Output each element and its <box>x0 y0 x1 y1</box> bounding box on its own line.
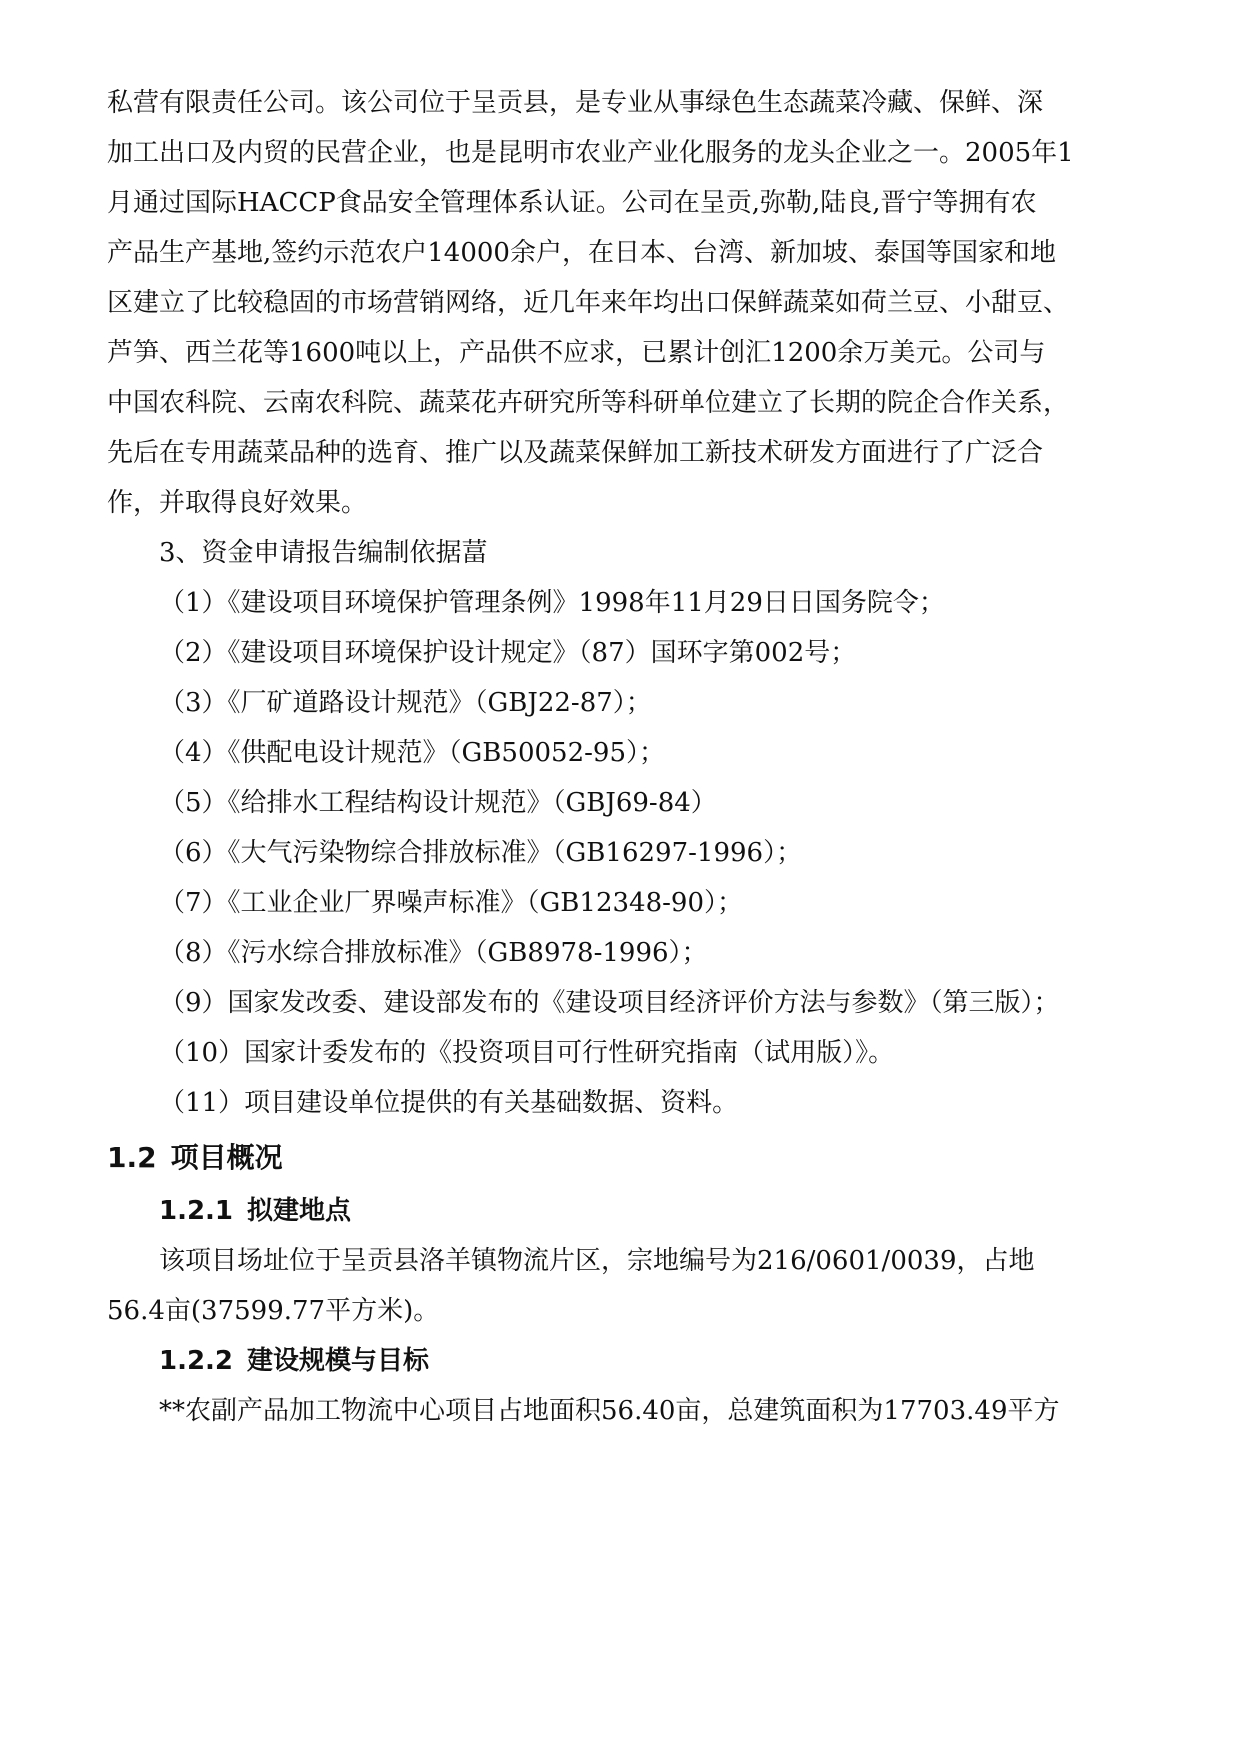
paragraph-line: 月通过国际HACCP食品安全管理体系认证。公司在呈贡,弥勒,陆良,晋宁等拥有农 <box>107 188 1037 218</box>
document-page <box>107 78 1157 1436</box>
site-paragraph <box>107 1236 1157 1336</box>
subsection-title: 拟建地点 <box>247 1196 352 1226</box>
section-number: 1.2 <box>107 1141 157 1174</box>
subsection-heading-1-2-2 <box>107 1336 1157 1386</box>
list-item: （3）《厂矿道路设计规范》（GBJ22-87）； <box>159 688 652 718</box>
intro-paragraph <box>107 78 1157 528</box>
list-item: （6）《大气污染物综合排放标准》（GB16297-1996）； <box>159 838 803 868</box>
paragraph-line: 先后在专用蔬菜品种的选育、推广以及蔬菜保鲜加工新技术研发方面进行了广泛合 <box>107 438 1044 468</box>
list-item: （8）《污水综合排放标准》（GB8978-1996）； <box>159 938 708 968</box>
paragraph-line: 56.4亩(37599.77平方米)。 <box>107 1296 440 1326</box>
list-item: （7）《工业企业厂界噪声标准》（GB12348-90）； <box>159 888 743 918</box>
list-item: （2）《建设项目环境保护设计规定》（87）国环字第002号； <box>159 638 857 668</box>
list-item: （5）《给排水工程结构设计规范》（GBJ69-84） <box>159 788 717 818</box>
subsection-heading-1-2-1 <box>107 1186 1157 1236</box>
paragraph-line: 该项目场址位于呈贡县洛羊镇物流片区，宗地编号为216/0601/0039，占地 <box>159 1246 1035 1276</box>
section-title: 项目概况 <box>170 1141 283 1174</box>
paragraph-line: 加工出口及内贸的民营企业，也是昆明市农业产业化服务的龙头企业之一。2005年1 <box>107 138 1074 168</box>
paragraph-line: 作，并取得良好效果。 <box>107 488 368 518</box>
basis-heading: 3、资金申请报告编制依据葍 <box>159 538 488 568</box>
list-item: （1）《建设项目环境保护管理条例》1998年11月29日日国务院令； <box>159 588 945 618</box>
section-heading-1-2 <box>107 1130 1157 1186</box>
subsection-number: 1.2.2 <box>159 1346 234 1376</box>
list-item: （4）《供配电设计规范》（GB50052-95）； <box>159 738 665 768</box>
list-item: （10）国家计委发布的《投资项目可行性研究指南（试用版）》。 <box>159 1038 895 1068</box>
subsection-title: 建设规模与目标 <box>247 1346 430 1376</box>
paragraph-line: 区建立了比较稳固的市场营销网络，近几年来年均出口保鲜蔬菜如荷兰豆、小甜豆、 <box>107 288 1070 318</box>
paragraph-line: 芦笋、西兰花等1600吨以上，产品供不应求，已累计创汇1200余万美元。公司与 <box>107 338 1046 368</box>
paragraph-line: **农副产品加工物流中心项目占地面积56.40亩，总建筑面积为17703.49平方 <box>159 1396 1060 1426</box>
list-item: （9）国家发改委、建设部发布的《建设项目经济评价方法与参数》（第三版）； <box>159 988 1060 1018</box>
subsection-number: 1.2.1 <box>159 1196 234 1226</box>
paragraph-line: 私营有限责任公司。该公司位于呈贡县，是专业从事绿色生态蔬菜冷藏、保鲜、深 <box>107 88 1044 118</box>
paragraph-line: 产品生产基地,签约示范农户14000余户，在日本、台湾、新加坡、泰国等国家和地 <box>107 238 1056 268</box>
basis-list <box>107 578 1157 1128</box>
paragraph-line: 中国农科院、云南农科院、蔬菜花卉研究所等科研单位建立了长期的院企合作关系， <box>107 388 1070 418</box>
scale-paragraph <box>107 1386 1157 1436</box>
list-item: （11）项目建设单位提供的有关基础数据、资料。 <box>159 1088 739 1118</box>
